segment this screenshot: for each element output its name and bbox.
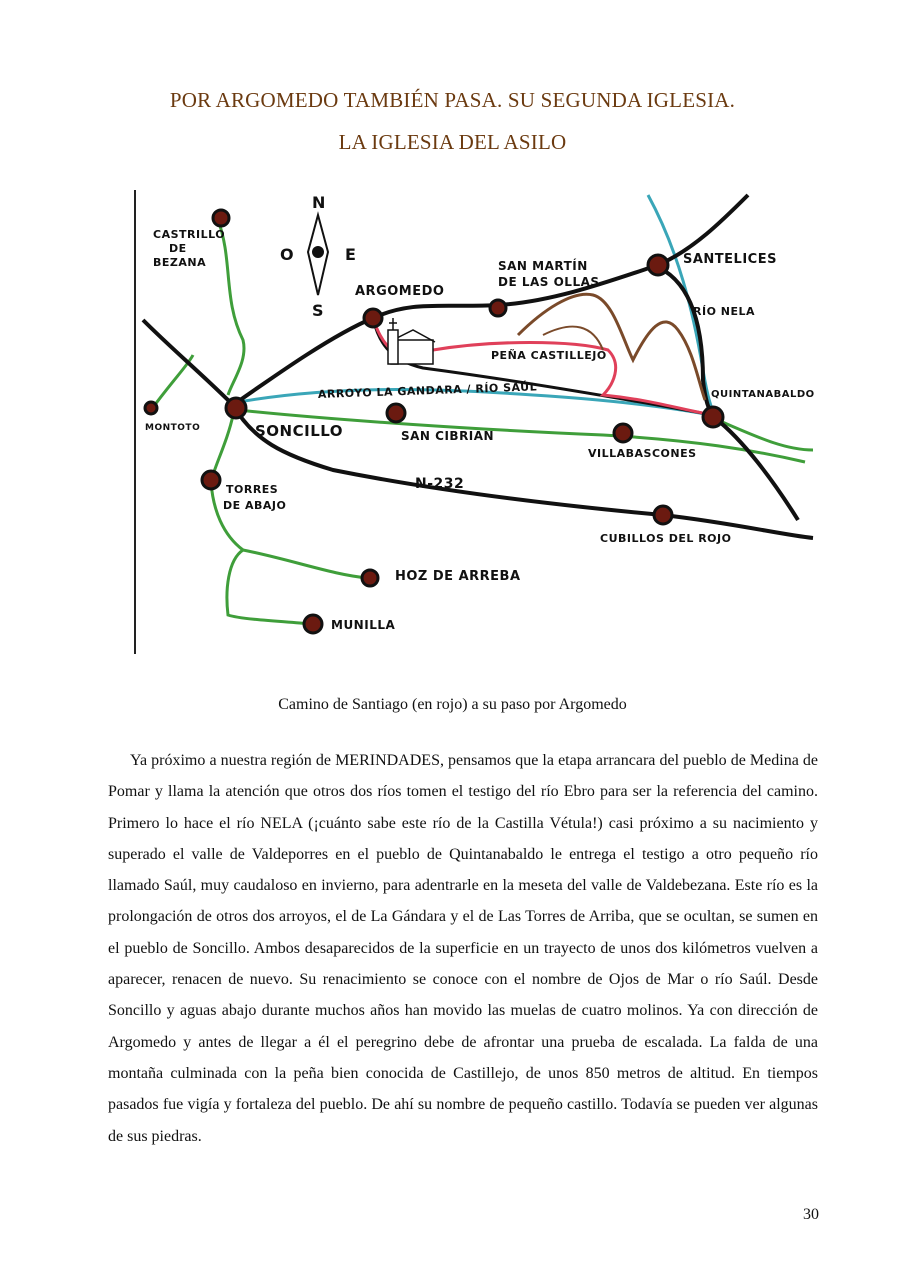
town-soncillo-marker	[226, 398, 246, 418]
town-cubillos-marker	[654, 506, 672, 524]
road-quintanabaldo-south	[715, 418, 798, 520]
label-castrillo-3: BEZANA	[153, 256, 207, 269]
label-villabascones: VILLABASCONES	[588, 447, 697, 460]
green-road-east	[713, 418, 813, 450]
label-arroyo: ARROYO LA GANDARA / RÍO SAÚL	[317, 380, 538, 401]
label-castrillo-2: DE	[169, 242, 187, 255]
label-torres-2: DE ABAJO	[223, 499, 287, 512]
camino-santiago	[373, 318, 713, 415]
road-argomedo-santelices	[143, 195, 748, 405]
label-castrillo-1: CASTRILLO	[153, 228, 226, 241]
page-title-line-1: POR ARGOMEDO TAMBIÉN PASA. SU SEGUNDA IGLESIA.	[169, 88, 736, 112]
label-argomedo: ARGOMEDO	[355, 284, 445, 299]
page-number: 30	[803, 1206, 819, 1223]
label-san-cibrian: SAN CIBRIAN	[401, 429, 495, 443]
label-quintanabaldo: QUINTANABALDO	[711, 389, 815, 400]
town-munilla-marker	[304, 615, 322, 633]
label-san-martin-2: DE LAS OLLAS	[498, 275, 600, 289]
route-map-drawing	[133, 190, 815, 654]
compass-o: O	[280, 245, 295, 264]
town-quintanabaldo-marker	[703, 407, 723, 427]
label-munilla: MUNILLA	[331, 618, 396, 632]
road-arroyo	[373, 318, 713, 415]
label-cubillos: CUBILLOS DEL ROJO	[600, 532, 732, 545]
church-icon	[388, 318, 435, 364]
town-villabascones-marker	[614, 424, 632, 442]
town-montoto-marker	[145, 402, 157, 414]
compass-e: E	[345, 245, 357, 264]
label-soncillo: SONCILLO	[255, 422, 344, 440]
compass-rose	[280, 193, 356, 320]
town-san-martin-marker	[490, 300, 506, 316]
label-montoto: MONTOTO	[145, 423, 201, 433]
green-road-castrillo	[218, 220, 244, 395]
page-title-line-2: LA IGLESIA DEL ASILO	[338, 130, 567, 154]
green-road-hoz	[243, 550, 368, 578]
town-argomedo-marker	[364, 309, 382, 327]
route-map	[133, 190, 815, 654]
town-castrillo-marker	[213, 210, 229, 226]
map-caption: Camino de Santiago (en rojo) a su paso por Argomedo	[278, 696, 627, 713]
compass-s: S	[312, 301, 325, 320]
town-santelices-marker	[648, 255, 668, 275]
label-santelices: SANTELICES	[683, 252, 777, 267]
label-n232: N-232	[415, 476, 465, 492]
label-pena-castillejo: PEÑA CASTILLEJO	[491, 349, 607, 362]
town-torres-marker	[202, 471, 220, 489]
green-road-torres	[211, 415, 311, 624]
town-san-cibrian-marker	[387, 404, 405, 422]
label-rio-nela: RÍO NELA	[693, 305, 755, 318]
label-san-martin-1: SAN MARTÍN	[498, 259, 588, 273]
town-hoz-marker	[362, 570, 378, 586]
compass-n: N	[312, 193, 326, 212]
label-hoz: HOZ DE ARREBA	[395, 569, 521, 584]
label-torres-1: TORRES	[226, 483, 279, 496]
body-paragraph: Ya próximo a nuestra región de MERINDADES, pensamos que la etapa arrancara del pueblo de Medina de Pomar y llama la atención que otros dos ríos tomen el testigo del río Ebro para ser la referencia del camino. Primero lo hace el río NELA (¡cuánto sabe este río de la Castilla Vétula!) casi próximo a su nacimiento y superado el valle de Valdeporres en el pueblo de Quintanabaldo le entrega el testigo a otro pequeño río llamado Saúl, muy caudaloso en invierno, para adentrarle en la meseta del valle de Valdebezana. Este río es la prolongación de otros dos arroyos, el de La Gándara y el de Las Torres de Arriba, que se ocultan, se sumen en el pueblo de Soncillo. Ambos desaparecidos de la superficie en un trayecto de unos dos kilómetros vuelven a aparecer, renacen de nuevo. Su renacimiento se conoce con el nombre de Ojos de Mar o río Saúl. Desde Soncillo y aguas abajo durante muchos años han movido las muelas de cuatro molinos. Ya con dirección de Argomedo y antes de llegar a él el peregrino debe de afrontar una prueba de escalada. La falda de una montaña culminada con la peña bien conocida de Castillejo, de unos 850 metros de altitud. En tiempos pasados fue vigía y fortaleza del pueblo. De ahí su nombre de pequeño castillo. Todavía se pueden ver algunas de sus piedras.	[108, 752, 818, 1145]
